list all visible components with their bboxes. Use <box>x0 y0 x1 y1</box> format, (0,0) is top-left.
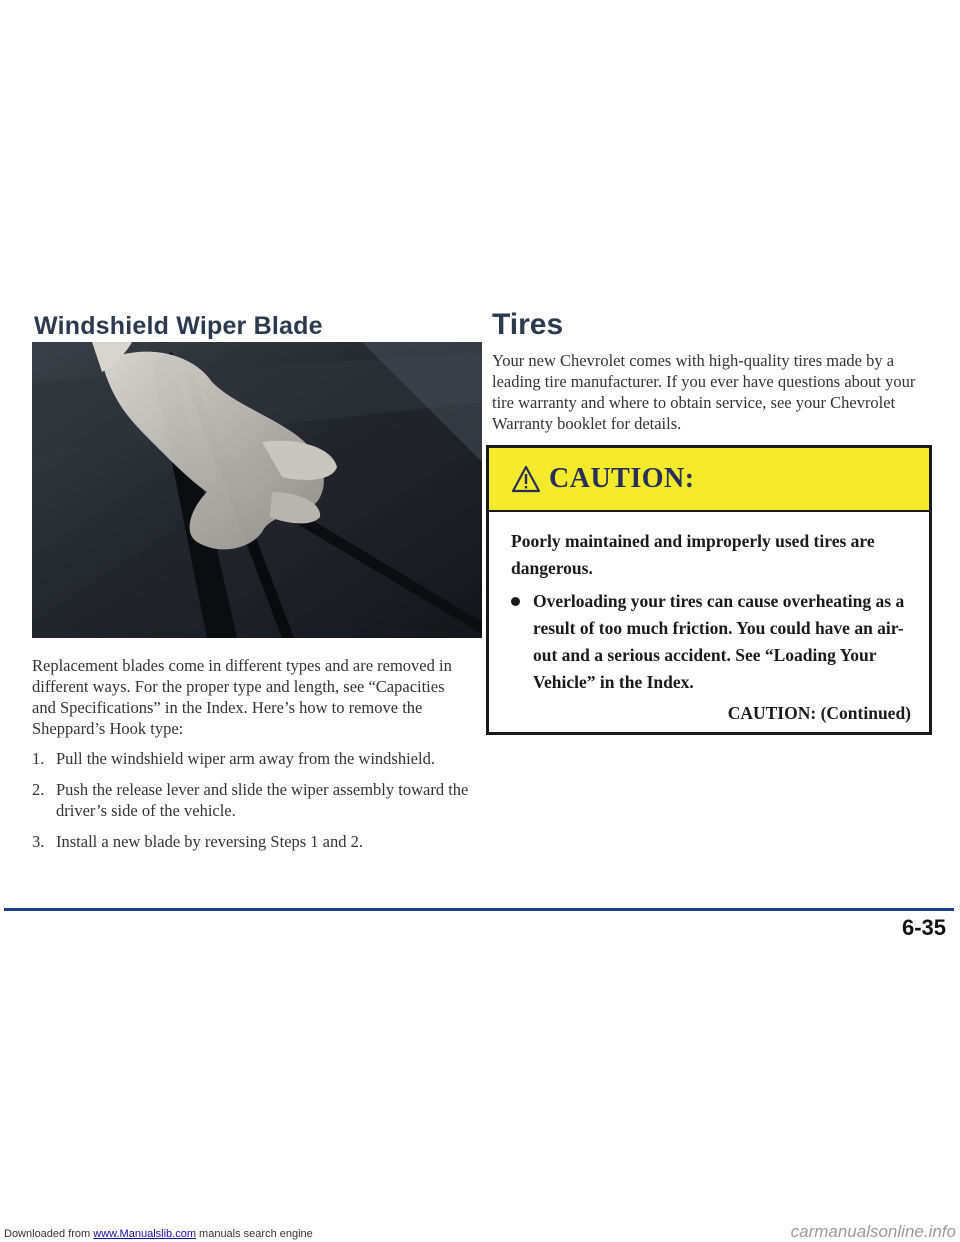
bullet-icon <box>511 597 520 606</box>
step-text: Push the release lever and slide the wiper assembly toward the driver’s side of the vehicle. <box>56 780 469 820</box>
footer <box>4 1228 313 1240</box>
step-number: 3. <box>32 832 45 851</box>
tires-heading: Tires <box>492 308 564 341</box>
step-text: Install a new blade by reversing Steps 1 and 2. <box>56 832 364 851</box>
manualslib-link[interactable]: www.Manualslib.com <box>93 1228 196 1240</box>
footer-suffix: manuals search engine <box>195 1228 313 1240</box>
wiper-heading: Windshield Wiper Blade <box>34 312 323 340</box>
wiper-photo-illustration <box>32 342 482 638</box>
caution-continued: CAUTION: (Continued) <box>727 703 911 723</box>
caution-bullet-item <box>511 588 913 696</box>
caution-box <box>486 445 932 735</box>
list-item <box>32 831 472 852</box>
caution-body <box>489 512 929 727</box>
caution-title: CAUTION: <box>549 463 695 494</box>
step-number: 1. <box>32 749 45 768</box>
page-divider-rule <box>4 908 954 911</box>
caution-lead: Poorly maintained and improperly used tires are dangerous. <box>511 531 875 578</box>
tires-intro-text: Your new Chevrolet comes with high-quality tires made by a leading tire manufacturer. If you ever have questions about your tire warranty and where to obtain service, see your Chevrolet Warranty booklet for details. <box>492 351 916 433</box>
caution-header <box>489 448 929 512</box>
step-number: 2. <box>32 780 45 799</box>
watermark: carmanualsonline.info <box>790 1222 956 1241</box>
tires-section <box>482 300 938 723</box>
caution-bullet-text: Overloading your tires can cause overheating as a result of too much friction. You could have an air-out and a serious accident. See “Loading Your Vehicle” in the Index. <box>533 591 905 692</box>
list-item <box>32 779 472 821</box>
wiper-blade-photo <box>32 342 482 638</box>
footer-prefix: Downloaded from <box>4 1228 94 1240</box>
wiper-steps-list <box>32 748 472 862</box>
wiper-section <box>24 300 469 851</box>
page-number: 6-35 <box>901 915 946 940</box>
step-text: Pull the windshield wiper arm away from the windshield. <box>56 749 435 768</box>
list-item <box>32 748 472 769</box>
wiper-intro-text: Replacement blades come in different types and are removed in different ways. For the proper type and length, see “Capacities and Specifications” in the Index. Here’s how to remove the Sheppard’s Hook type: <box>32 656 452 738</box>
warning-triangle-icon <box>511 465 541 493</box>
